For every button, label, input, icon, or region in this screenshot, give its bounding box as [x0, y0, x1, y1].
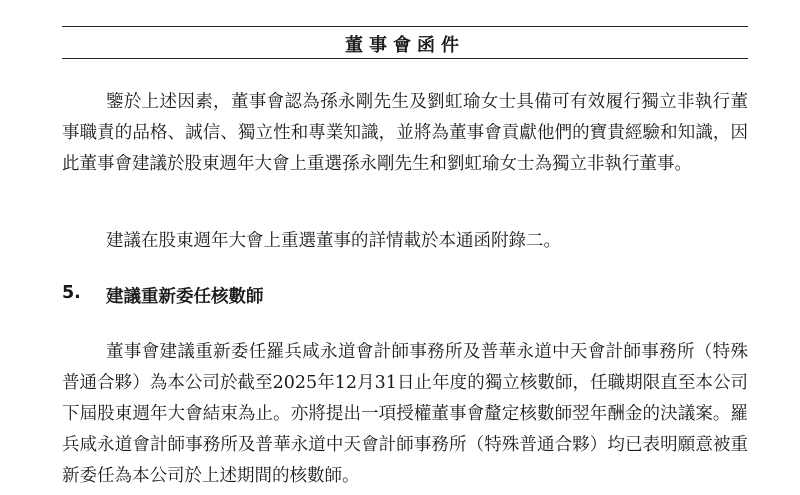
section-heading — [62, 283, 264, 308]
page-header-title: 董事會函件 — [345, 35, 465, 56]
header-bottom-rule — [62, 58, 748, 59]
section-number: 5. — [62, 283, 81, 303]
paragraph-auditor-reappointment: 董事會建議重新委任羅兵咸永道會計師事務所及普華永道中天會計師事務所（特殊普通合夥）為本公司於截至2025年12月31日止年度的獨立核數師，任職期限直至本公司下屆股東週年大會結束為止。亦將提出一項授權董事會釐定核數師翌年酬金的決議案。羅兵咸永道會計師事務所及普華永道中天會計師事務所（特殊普通合夥）均已表明願意被重新委任為本公司於上述期間的核數師。 — [62, 342, 748, 486]
section-title: 建議重新委任核數師 — [106, 287, 264, 307]
header-top-rule — [62, 26, 748, 27]
paragraph-appendix-reference: 建議在股東週年大會上重選董事的詳情載於本通函附錄二。 — [106, 231, 561, 251]
paragraph-director-reelection-reasons: 鑒於上述因素，董事會認為孫永剛先生及劉虹瑜女士具備可有效履行獨立非執行董事職責的品格、誠信、獨立性和專業知識，並將為董事會貢獻他們的寶貴經驗和知識，因此董事會建議於股東週年大會上重選孫永剛先生和劉虹瑜女士為獨立非執行董事。 — [62, 92, 748, 174]
